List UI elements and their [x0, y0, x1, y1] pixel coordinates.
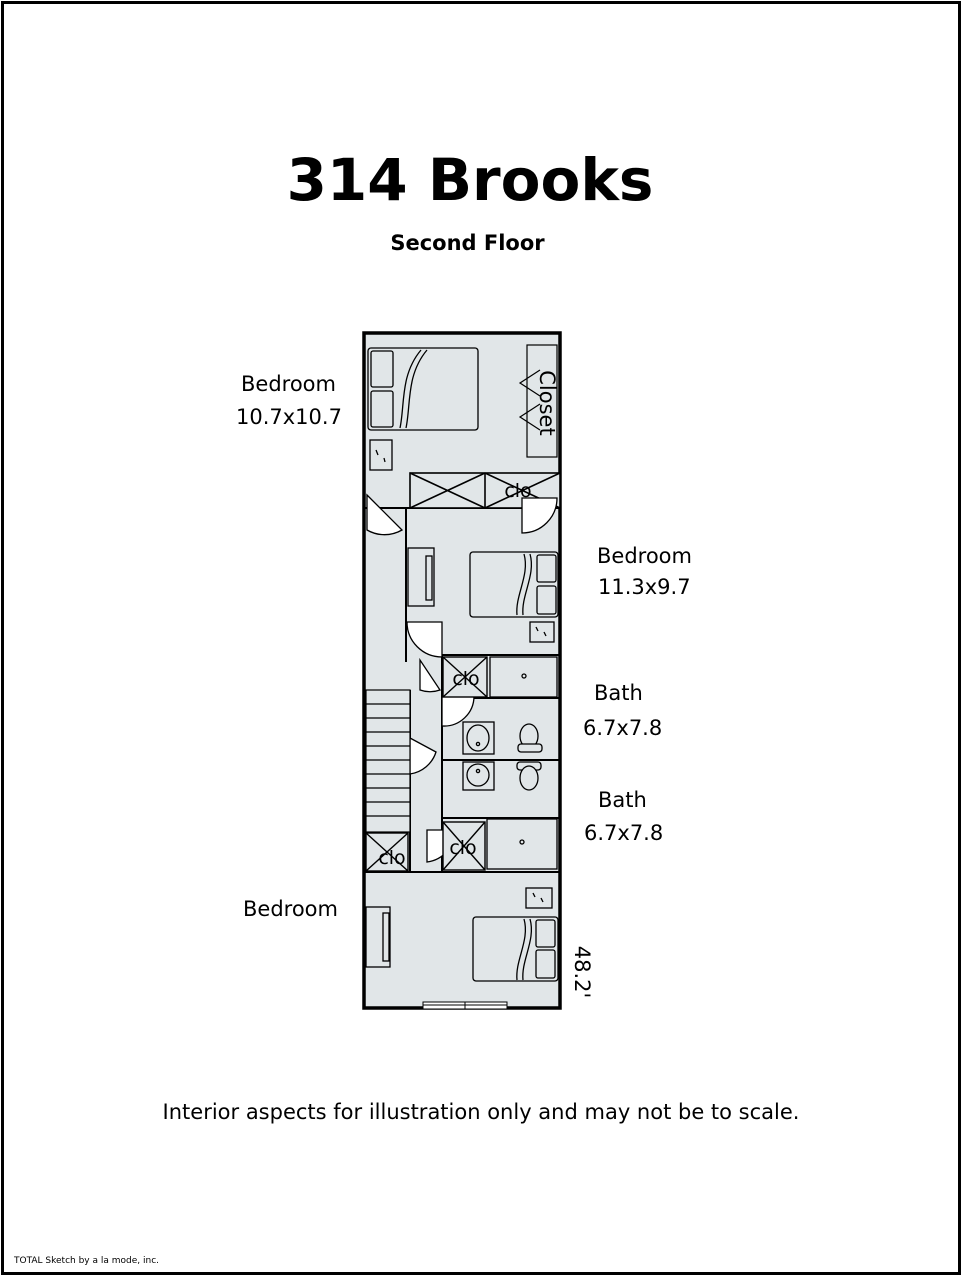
- clo-label: clo: [504, 480, 532, 502]
- room-label-bath-1: Bath: [594, 681, 643, 705]
- room-label-bedroom-2: Bedroom: [597, 544, 692, 568]
- bed-icon: [470, 552, 558, 617]
- room-label-bedroom-3: Bedroom: [243, 897, 338, 921]
- room-dims-bath-1: 6.7x7.8: [583, 716, 663, 740]
- nightstand-icon: [526, 888, 552, 908]
- dresser-icon: [366, 907, 390, 967]
- disclaimer: Interior aspects for illustration only and may not be to scale.: [162, 1100, 800, 1124]
- stairs-icon: [366, 690, 410, 832]
- clo-label: clo: [378, 847, 406, 869]
- room-dims-bath-2: 6.7x7.8: [584, 821, 664, 845]
- nightstand-icon: [530, 622, 554, 642]
- room-label-bedroom-1: Bedroom: [241, 372, 336, 396]
- plan-subtitle: Second Floor: [390, 231, 545, 255]
- bed-icon: [368, 348, 478, 430]
- room-dims-bedroom-2: 11.3x9.7: [598, 575, 691, 599]
- nightstand-icon: [370, 440, 392, 470]
- plan-title: 314 Brooks: [286, 146, 654, 214]
- window-icon: [423, 1002, 507, 1009]
- clo-label: clo: [452, 668, 480, 690]
- software-credit: TOTAL Sketch by a la mode, inc.: [14, 1256, 160, 1266]
- closet-label: Closet: [535, 370, 559, 436]
- dimension-label: 48.2': [570, 945, 594, 999]
- room-label-bath-2: Bath: [598, 788, 647, 812]
- bed-icon: [473, 917, 558, 981]
- clo-label: clo: [449, 837, 477, 859]
- room-dims-bedroom-1: 10.7x10.7: [236, 405, 342, 429]
- dresser-icon: [408, 548, 434, 606]
